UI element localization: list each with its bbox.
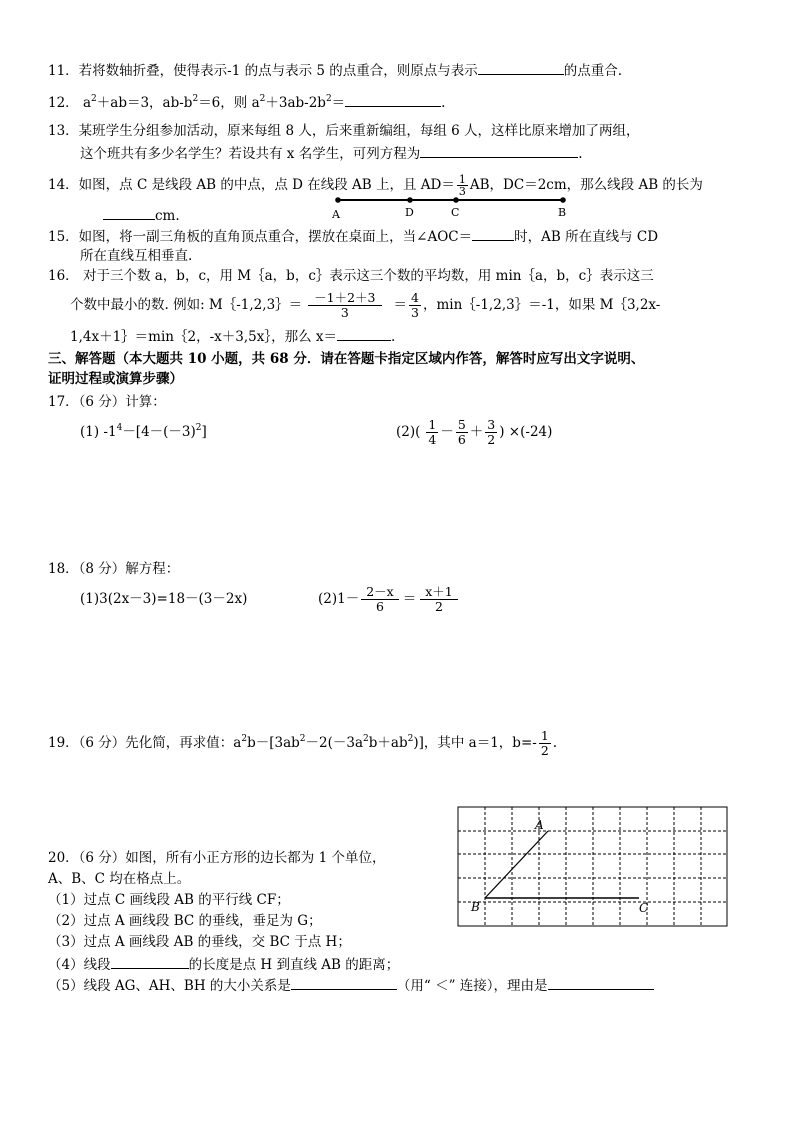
q20-line1-text: 20．（6 分）如图，所有小正方形的边长都为 1 个单位， — [48, 850, 386, 866]
q17-f2d: 6 — [457, 432, 466, 447]
q20-line2 — [48, 870, 190, 888]
q20-item3-text: （3）过点 A 画线段 AB 的垂线，交 BC 于点 H； — [48, 934, 351, 950]
q15-line2-text: 所在直线互相垂直. — [80, 248, 193, 264]
q19-frac — [539, 729, 551, 758]
q20-item4 — [48, 954, 399, 974]
q14-frac-n: 1 — [458, 173, 466, 186]
q12-tail: . — [441, 95, 446, 111]
q14-pre: 14．如图，点 C 是线段 AB 的中点，点 D 在线段 AB 上，且 AD＝ — [48, 177, 455, 193]
q16-eq: ＝ — [393, 297, 408, 313]
q14-line2 — [103, 205, 180, 225]
q18-part2 — [318, 578, 460, 620]
q19-b: －2(－3a — [305, 735, 364, 751]
q18-title-text: 18．（8 分）解方程： — [48, 561, 180, 577]
q20-line1 — [48, 849, 385, 867]
section3-subtitle: 证明过程或演算步骤） — [48, 371, 183, 387]
q17-p1-pre: (1) -1 — [80, 424, 117, 440]
label-c: C — [451, 206, 460, 219]
q14-unit: cm. — [155, 208, 180, 224]
q15-pre: 15．如图，将一副三角板的直角顶点重合，摆放在桌面上，当∠AOC＝ — [48, 229, 473, 245]
q18-eq: ＝ — [402, 591, 417, 607]
q17-p1-post: ] — [201, 424, 207, 440]
point-d — [407, 197, 413, 203]
q13-line1 — [48, 122, 640, 140]
q19-pre: 19．（6 分）先化简，再求值：a — [48, 735, 242, 751]
q11-blank[interactable] — [478, 60, 564, 75]
q11 — [48, 60, 622, 80]
q17-f3n: 3 — [487, 417, 496, 432]
q17-frac3 — [485, 418, 497, 447]
q20-item4-pre: （4）线段 — [48, 957, 111, 973]
q20-item3 — [48, 933, 351, 951]
q17-title-text: 17．（6 分）计算： — [48, 394, 166, 410]
q16-line3-post: . — [391, 329, 396, 345]
q17-title — [48, 393, 166, 411]
q12 — [48, 92, 445, 112]
q16-frac2-n: 4 — [411, 290, 419, 305]
q12-pre: 12． a — [48, 95, 92, 111]
q11-text: 11．若将数轴折叠，使得表示-1 的点与表示 5 的点重合，则原点与表示 — [48, 63, 478, 79]
q12-mid3: ＋3ab-2b — [265, 95, 326, 111]
q20-line2-text: A、B、C 均在格点上。 — [48, 871, 191, 887]
q19-exp1: 2 — [241, 734, 248, 744]
q14-frac-d: 3 — [458, 185, 466, 198]
grid-label-a: A — [535, 818, 544, 832]
q18-part1 — [80, 590, 247, 608]
label-b: B — [558, 206, 567, 219]
q17-f2n: 5 — [457, 417, 466, 432]
q15-line1 — [48, 226, 658, 246]
point-a — [335, 197, 341, 203]
label-a: A — [332, 208, 340, 221]
q19 — [48, 724, 557, 762]
q20-item5 — [48, 975, 654, 995]
grid-lines — [458, 807, 727, 926]
q14-segment-figure — [328, 192, 578, 222]
q14-blank[interactable] — [103, 205, 155, 220]
section3-title: 三、解答题（本大题共 10 小题，共 68 分．请在答题卡指定区域内作答，解答时应写出文字说明、 — [48, 351, 645, 367]
q20-item5-blank2[interactable] — [548, 975, 654, 990]
q16-frac2-d: 3 — [411, 305, 419, 320]
section3-line1 — [48, 350, 644, 368]
q19-exp2: 2 — [299, 734, 306, 744]
q20-item4-blank[interactable] — [111, 954, 189, 969]
q18-title — [48, 560, 179, 578]
q17-p1-exp2: 2 — [195, 423, 202, 433]
q16-line3 — [70, 326, 395, 346]
q15-post: 时，AB 所在直线与 CD — [514, 229, 659, 245]
q11-tail: 的点重合. — [563, 63, 623, 79]
q20-item2-text: （2）过点 A 画线段 BC 的垂线，垂足为 G； — [48, 913, 322, 929]
q19-a: b－[3ab — [247, 735, 300, 751]
q16-line3-pre: 1,4x＋1｝＝min｛2，-x＋3,5x｝，那么 x＝ — [70, 329, 337, 345]
q17-p2-post: ) ×(-24) — [499, 424, 553, 440]
q16-line2-pre: 个数中最小的数. 例如: M｛-1,2,3｝＝ — [70, 297, 303, 313]
q19-fn: 1 — [540, 728, 549, 743]
q19-c: b＋ab — [368, 735, 408, 751]
q20-item5-mid: （用“ ＜” 连接），理由是 — [396, 978, 548, 994]
q15-blank[interactable] — [472, 226, 514, 241]
label-d: D — [405, 206, 414, 219]
q12-mid2: ＝6，则 a — [198, 95, 260, 111]
q12-exp1: 2 — [91, 94, 97, 104]
q19-exp4: 2 — [407, 734, 414, 744]
q13-line2 — [80, 143, 583, 163]
q20-item4-post: 的长度是点 H 到直线 AB 的距离； — [188, 957, 400, 973]
q17-p2-pre: (2)( — [396, 424, 421, 440]
q14-post: AB，DC＝2cm，那么线段 AB 的长为 — [469, 177, 703, 193]
q19-exp3: 2 — [363, 734, 369, 744]
q17-op2: ＋ — [469, 424, 484, 440]
q20-item5-blank1[interactable] — [291, 975, 397, 990]
q20-item2 — [48, 912, 322, 930]
q17-f3d: 2 — [487, 432, 496, 447]
q18-f1d: 6 — [376, 599, 384, 614]
q19-fd: 2 — [540, 743, 549, 758]
q16-fraction-2 — [409, 291, 421, 320]
q13-line2-text: 这个班共有多少名学生？若设共有 x 名学生，可列方程为 — [80, 146, 421, 162]
q16-line2 — [70, 288, 660, 322]
q18-p1-text: (1)3(2x－3)=18－(3－2x) — [80, 591, 248, 607]
q17-part2 — [396, 412, 552, 452]
q17-p1-exp: 4 — [116, 423, 123, 433]
section3-line2 — [48, 370, 183, 388]
q17-frac1 — [426, 418, 438, 447]
q20-item5-pre: （5）线段 AG、AH、BH 的大小关系是 — [48, 978, 291, 994]
q15-line2 — [80, 247, 192, 265]
q12-mid4: ＝ — [331, 95, 346, 111]
q16-line2-post: ，min｛-1,2,3｝＝-1，如果 M｛3,2x- — [422, 297, 661, 313]
q12-blank[interactable] — [345, 92, 441, 107]
q19-tail: . — [552, 735, 558, 751]
q12-exp3: 2 — [259, 94, 266, 104]
q20-grid-figure — [457, 806, 729, 928]
q20-item1 — [48, 891, 290, 909]
q16-fraction-1 — [308, 291, 381, 320]
q16-frac1-n: －1＋2＋3 — [308, 291, 381, 306]
q17-frac2 — [456, 418, 468, 447]
q18-frac2 — [420, 585, 458, 614]
q12-mid: ＋ab＝3，ab-b — [96, 95, 193, 111]
grid-label-b: B — [471, 900, 480, 914]
q18-frac1 — [361, 585, 399, 614]
q16-line1-text: 16． 对于三个数 a，b，c，用 M｛a，b，c｝表示这三个数的平均数，用 min｛a，b，c｝表示这三 — [48, 268, 654, 284]
q16-frac1-d: 3 — [340, 305, 349, 320]
q18-f1n: 2－x — [361, 585, 399, 600]
q13-line1-text: 13．某班学生分组参加活动，原来每组 8 人，后来重新编组，每组 6 人，这样比原来增加了两组， — [48, 123, 640, 139]
q16-line1 — [48, 267, 654, 285]
point-c — [453, 197, 459, 203]
grid-label-c: C — [639, 901, 649, 915]
q12-exp4: 2 — [325, 94, 332, 104]
point-b — [560, 197, 566, 203]
q13-tail: . — [578, 146, 583, 162]
q17-f1d: 4 — [428, 432, 437, 447]
q12-exp2: 2 — [192, 94, 199, 104]
q19-d: )]，其中 a＝1，b=- — [413, 735, 537, 751]
q18-p2-pre: (2)1－ — [318, 591, 360, 607]
q17-op1: － — [440, 424, 454, 440]
q17-f1n: 1 — [428, 417, 437, 432]
q18-f2d: 2 — [435, 599, 443, 614]
q20-item1-text: （1）过点 C 画线段 AB 的平行线 CF； — [48, 892, 290, 908]
q17-part1 — [80, 423, 207, 441]
q18-f2n: x＋1 — [420, 585, 458, 600]
q13-blank[interactable] — [420, 143, 578, 158]
q17-p1-mid: －[4－(－3) — [122, 424, 196, 440]
q16-blank[interactable] — [337, 326, 391, 341]
